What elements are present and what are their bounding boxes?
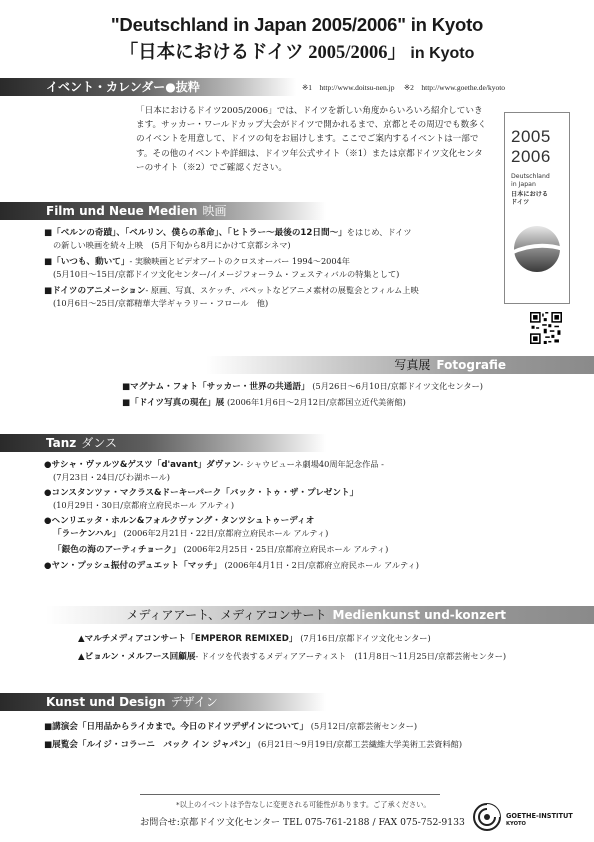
- list-item: [78, 632, 506, 645]
- tanz-section-title-jp: ダンス: [81, 436, 118, 450]
- event-title: ●コンスタンツァ・マクラス&ドーキーパーク「バック・トゥ・ザ・プレゼント」: [44, 488, 359, 498]
- event-title: ■展覧会「ルイジ・コラーニ バック イン ジャパン」: [44, 740, 256, 750]
- tanz-section-title-de: Tanz: [46, 436, 77, 450]
- list-item: [44, 268, 419, 281]
- list-item: [44, 720, 462, 733]
- foto-event-list: [122, 380, 483, 409]
- list-item: [44, 297, 419, 310]
- page-title-line2: [0, 38, 594, 64]
- medien-event-list: [78, 632, 506, 663]
- calendar-section-title: イベント・カレンダー●抜粋: [46, 80, 200, 94]
- goethe-institut-name: [506, 812, 573, 828]
- list-item: [44, 471, 419, 484]
- design-section-title-jp: デザイン: [170, 695, 218, 709]
- medien-section-title-de: Medienkunst und-konzert: [332, 608, 506, 622]
- design-event-list: [44, 720, 462, 751]
- intro-paragraph: 「日本におけるドイツ2005/2006」では、ドイツを新しい角度からいろいろ紹介していきます。サッカー・ワールドカップ大会がドイツで開かれるまで、京都とその周辺でも数多くのイベントを用意して、ドイツの旬をお届けします。ここでご案内するイベントは一部です。その他のイベントや詳細は、ドイツ年公式サイト（※1）または京都ドイツ文化センターのサイト（※2）でご確認ください。: [136, 106, 487, 173]
- list-item: [44, 543, 419, 556]
- goethe-name: GOETHE-INSTITUT: [506, 812, 573, 820]
- logo-line-doitsu: ドイツ: [511, 199, 530, 206]
- event-detail: の新しい映画を続々上映 (5月下旬から8月にかけて京都シネマ): [53, 240, 291, 250]
- foto-section-title-jp: 写真展: [394, 358, 431, 372]
- website-urls: [302, 82, 505, 93]
- film-event-list: [44, 226, 419, 310]
- event-detail: をはじめ、ドイツ: [346, 227, 412, 237]
- list-item: [44, 458, 419, 471]
- film-section-bar: [0, 202, 326, 220]
- event-title: 「ラーケンハル」: [53, 529, 121, 539]
- calendar-section-bar: [0, 78, 296, 96]
- list-item: [44, 226, 419, 239]
- design-section-title-de: Kunst und Design: [46, 695, 166, 709]
- event-title: ■マグナム・フォト「サッカー・世界の共通語」: [122, 382, 310, 392]
- event-title: ●サシャ・ヴァルツ&ゲスツ「d'avant」ダヴァン: [44, 460, 241, 470]
- list-item: [78, 650, 506, 663]
- logo-line-in-japan: in Japan: [511, 181, 536, 188]
- event-detail: (2006年2月25日・25日/京都府立府民ホール アルティ): [183, 544, 389, 554]
- list-item: [122, 380, 483, 393]
- foto-section-title-de: Fotografie: [436, 358, 506, 372]
- event-title: ▲マルチメディアコンサート「EMPEROR REMIXED」: [78, 634, 298, 644]
- event-title: ●ヘンリエッタ・ホルン&フォルクヴァング・タンツシュトゥーディオ: [44, 516, 315, 526]
- logo-line-nihon: 日本における: [511, 191, 549, 198]
- tanz-section-bar: [0, 434, 326, 452]
- qr-code-icon: [530, 312, 562, 344]
- deutschland-in-japan-logo: [504, 112, 570, 304]
- event-detail: (5月12日/京都芸術センター): [310, 721, 418, 731]
- event-detail: (10月6日～25日/京都精華大学ギャラリー・フロール 他): [53, 298, 269, 308]
- event-detail: (5月10日～15日/京都ドイツ文化センター/イメージフォーラム・フェスティバルの特集として): [53, 269, 400, 279]
- list-item: [44, 527, 419, 540]
- list-item: [44, 559, 419, 572]
- event-title: ■講演会「日用品からライカまで。今日のドイツデザインについて」: [44, 722, 309, 732]
- event-detail: - 実験映画とビデオアートのクロスオーバー 1994～2004年: [129, 256, 350, 266]
- page-title-jp: 「日本におけるドイツ 2005/2006」: [119, 43, 406, 63]
- event-detail: - シャウビューネ劇場40周年記念作品 -: [240, 459, 384, 469]
- page-title-kyoto: in Kyoto: [405, 45, 475, 62]
- design-section-bar: [0, 693, 326, 711]
- goethe-city: KYOTO: [506, 821, 526, 827]
- contact-info: お問合せ:京都ドイツ文化センター TEL 075-761-2188 / FAX 075-752-9133: [140, 817, 465, 828]
- event-detail: (2006年1月6日～2月12日/京都国立近代美術館): [226, 397, 406, 407]
- logo-year-end: 2006: [511, 147, 551, 166]
- medien-section-bar: [46, 606, 594, 624]
- event-title: ▲ビョルン・メルフース回顧展: [78, 652, 196, 662]
- event-title: ■「いつも、動いて」: [44, 257, 130, 267]
- event-detail: - ドイツを代表するメディアアーティスト (11月8日～11月25日/京都芸術センター): [195, 651, 507, 661]
- list-item: [44, 738, 462, 751]
- film-section-title-jp: 映画: [202, 204, 227, 218]
- foto-section-bar: [206, 356, 594, 374]
- event-title: ■「ドイツ写真の現在」展: [122, 398, 225, 408]
- goethe-institut-logo-icon: [472, 802, 502, 832]
- list-item: [44, 499, 419, 512]
- event-title: ■ドイツのアニメーション: [44, 286, 146, 296]
- medien-section-title-jp: メディアアート、メディアコンサート: [126, 608, 327, 622]
- event-detail: (6月21日～9月19日/京都工芸繊維大学美術工芸資料館): [257, 739, 463, 749]
- logo-year-start: 2005: [511, 127, 551, 146]
- list-item: [44, 515, 419, 527]
- event-title: ●ヤン・プッシュ振付のデュエット「マッチ」: [44, 561, 222, 571]
- footer-divider: [140, 794, 440, 795]
- event-detail: (5月26日～6月10日/京都ドイツ文化センター): [312, 381, 483, 391]
- url-doitsu-nen[interactable]: ※1 http://www.doitsu-nen.jp: [302, 83, 395, 92]
- logo-text-jp: [511, 191, 548, 207]
- list-item: [44, 487, 419, 499]
- event-detail: (7月23日・24日/びわ湖ホール): [53, 472, 170, 482]
- list-item: [44, 284, 419, 297]
- event-detail: (2006年2月21日・22日/京都府立府民ホール アルティ): [123, 528, 329, 538]
- list-item: [44, 255, 419, 268]
- change-notice: *以上のイベントは予告なしに変更される可能性があります。ご了承ください。: [176, 800, 431, 809]
- url-goethe[interactable]: ※2 http://www.goethe.de/kyoto: [403, 83, 506, 92]
- list-item: [122, 396, 483, 409]
- event-detail: (2006年4月1日・2日/京都府立府民ホール アルティ): [224, 560, 419, 570]
- film-section-title-de: Film und Neue Medien: [46, 204, 198, 218]
- list-item: [44, 239, 419, 252]
- event-title: 「銀色の海のアーティチョーク」: [53, 545, 181, 555]
- event-detail: - 原画、写真、スケッチ、パペットなどアニメ素材の展覧会とフィルム上映: [145, 285, 419, 295]
- logo-disc-icon: [509, 221, 565, 277]
- event-title: ■「ベルンの奇蹟」、「ベルリン、僕らの革命」、「ヒトラー～最後の12日間～」: [44, 228, 347, 238]
- logo-line-deutschland: Deutschland: [511, 173, 550, 180]
- event-detail: (7月16日/京都ドイツ文化センター): [300, 633, 431, 643]
- logo-text-de: [511, 173, 550, 189]
- tanz-event-list: [44, 458, 419, 572]
- page-title-line1: "Deutschland in Japan 2005/2006" in Kyoto: [110, 14, 484, 35]
- event-detail: (10月29日・30日/京都府立府民ホール アルティ): [53, 500, 235, 510]
